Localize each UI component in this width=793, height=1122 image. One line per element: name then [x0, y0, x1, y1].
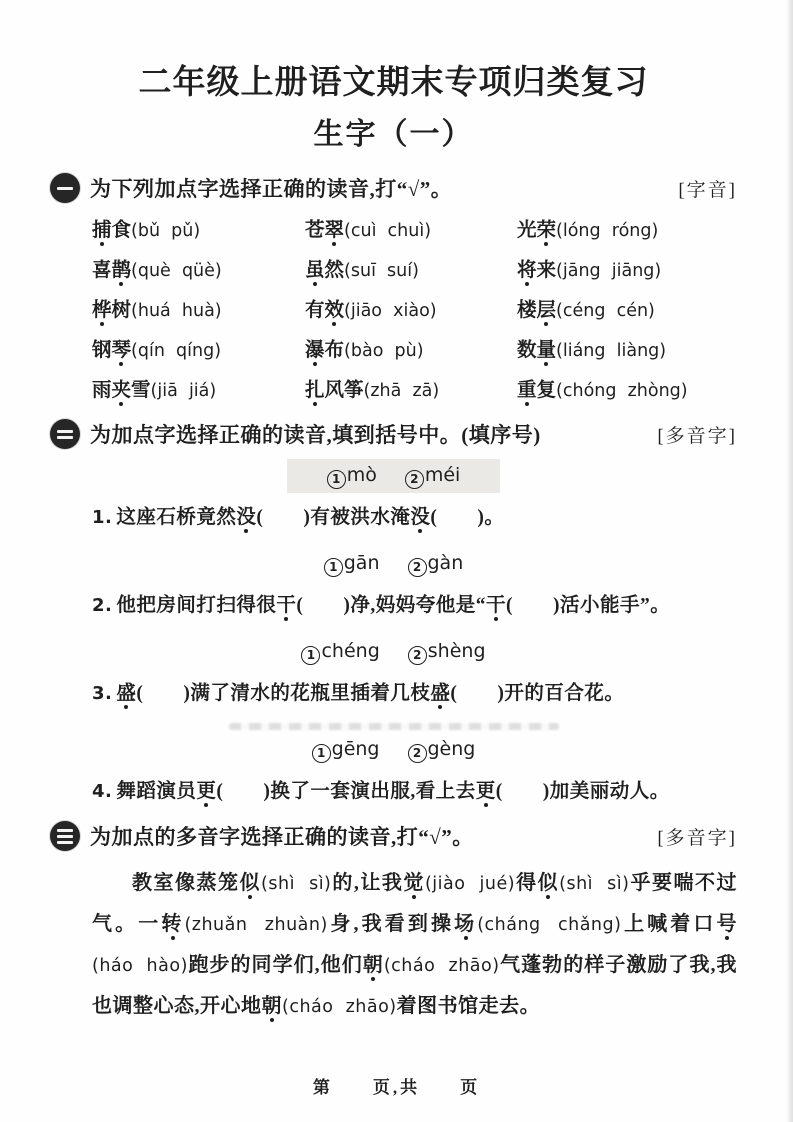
pinyin: (jiào jué) [424, 874, 516, 894]
dotted-char: 翠 [324, 220, 345, 241]
pinyin-option [408, 738, 476, 760]
pinyin: (què qüè) [131, 261, 222, 281]
text-run: 树 [111, 300, 132, 321]
text-run: 跑步的同学们,他们 [187, 954, 363, 976]
word-item [517, 371, 737, 411]
page-footer: 第 页,共 页 [312, 1078, 481, 1097]
dotted-char: 盛 [430, 683, 451, 704]
pinyin: (jāng jiāng) [556, 261, 662, 281]
pinyin: (céng cén) [556, 301, 655, 321]
text-run: 苍 [305, 220, 325, 241]
text-run: 教室像蒸笼 [132, 872, 240, 894]
dotted-char: 干 [486, 595, 507, 616]
dotted-char: 号 [716, 913, 738, 935]
dotted-char: 鹊 [111, 260, 132, 281]
text-run: 上喊着口 [621, 913, 717, 935]
section-3-header [50, 821, 737, 851]
word-item [517, 331, 737, 371]
word-item [517, 251, 737, 291]
passage [92, 863, 737, 1027]
dotted-char: 虽 [305, 260, 325, 281]
dotted-char: 朝 [362, 954, 384, 976]
page-subtitle: 生字（一） [313, 118, 474, 151]
sentence-number: 4. [92, 781, 113, 802]
word-item [92, 251, 305, 291]
text-run: 来 [536, 260, 557, 281]
dotted-char: 似 [537, 872, 560, 894]
text-run: 气蓬勃的样子激励了我,我也调整心态,开心地 [92, 954, 738, 1017]
pinyin-options [284, 547, 504, 581]
pinyin: (chóng zhòng) [556, 381, 688, 401]
text-run: 这座石桥竟然 [116, 507, 237, 528]
word-item [305, 371, 517, 411]
word-item [305, 331, 517, 371]
text-run: ( )开的百合花。 [450, 683, 625, 704]
pinyin: gēng [331, 738, 380, 760]
text-run: 楼 [517, 300, 537, 321]
word-item [305, 251, 517, 291]
sentence-number: 1. [92, 507, 113, 528]
circled-number-icon: 2 [408, 558, 427, 577]
pinyin-option [408, 640, 486, 662]
section-2-tag: [多音字] [657, 425, 737, 447]
word-item [92, 211, 305, 251]
dotted-char: 场 [454, 913, 478, 935]
dotted-char: 层 [536, 300, 557, 321]
dotted-char: 盛 [116, 683, 137, 704]
text-run: 风筝 [324, 380, 364, 401]
section-three-number-icon [50, 821, 80, 851]
dotted-char: 更 [475, 781, 496, 802]
dotted-char: 朝 [261, 995, 282, 1017]
pinyin-option [301, 640, 380, 662]
dotted-char: 将 [517, 260, 537, 281]
pinyin: (suī suí) [344, 261, 419, 281]
pinyin: (huá huà) [131, 301, 222, 321]
dotted-char: 转 [161, 913, 185, 935]
text-run: 复 [536, 380, 557, 401]
pinyin: (liáng liàng) [556, 341, 667, 361]
text-run: ( )换了一套演出服,看上去 [216, 781, 476, 802]
pinyin: (shì sì) [559, 874, 630, 894]
sentence [92, 503, 737, 533]
pinyin-option [405, 464, 461, 486]
word-grid [92, 211, 737, 411]
pinyin-options [287, 459, 501, 493]
text-run: 身,我看到操 [327, 913, 455, 935]
pinyin-option [324, 552, 380, 574]
pinyin: gān [343, 552, 380, 574]
section-1-header [50, 173, 737, 203]
text-run: 乎要喘不过气。一 [92, 872, 738, 935]
circled-number-icon: 2 [405, 470, 424, 489]
pinyin: (cháo zhāo) [282, 997, 397, 1017]
word-item [305, 291, 517, 331]
dotted-char: 瀑 [305, 340, 325, 361]
circled-number-icon: 2 [408, 646, 427, 665]
sentence [92, 679, 737, 709]
pinyin-options-line [50, 635, 737, 669]
text-run: 布 [324, 340, 345, 361]
text-run: ( )加美丽动人。 [495, 781, 670, 802]
pinyin: gèng [427, 738, 476, 760]
text-run: 光 [517, 220, 537, 241]
pinyin: (bǔ pǔ) [131, 221, 201, 241]
word-item [92, 291, 305, 331]
pinyin-option [408, 552, 464, 574]
text-run: 的,让我 [331, 872, 404, 894]
pinyin: (jiāo xiào) [344, 301, 437, 321]
pinyin: (cháng chǎng) [477, 915, 622, 935]
pinyin: méi [424, 464, 461, 486]
dotted-char: 扎 [305, 380, 325, 401]
text-run: 喜 [92, 260, 112, 281]
section-2-header [50, 419, 737, 449]
dotted-char: 没 [410, 507, 431, 528]
text-run: 然 [324, 260, 345, 281]
text-run: ( )有被洪水淹 [256, 507, 411, 528]
circled-number-icon: 1 [327, 470, 346, 489]
section-one-number-icon [50, 173, 80, 203]
dotted-char: 干 [276, 595, 297, 616]
pinyin: chéng [321, 640, 380, 662]
pinyin-options [272, 733, 516, 767]
pinyin: (háo hào) [92, 956, 188, 976]
dotted-char: 似 [239, 872, 262, 894]
pinyin-options-line [50, 723, 737, 767]
text-run: 食 [111, 220, 132, 241]
pinyin: (zhā zā) [363, 381, 440, 401]
word-item [517, 291, 737, 331]
pinyin: (qín qíng) [131, 341, 222, 361]
pinyin: gàn [427, 552, 464, 574]
text-run: 雨 [92, 380, 112, 401]
text-run: ( )。 [430, 507, 505, 528]
section-1-heading: 为下列加点字选择正确的读音,打“√”。 [90, 177, 453, 201]
word-item [305, 211, 517, 251]
text-run: ( )活小能手”。 [506, 595, 671, 616]
text-run: 有 [305, 300, 325, 321]
word-item [92, 331, 305, 371]
pinyin-options-line [50, 547, 737, 581]
pinyin: (bào pù) [344, 341, 424, 361]
pinyin: mò [346, 464, 377, 486]
pinyin-options-line [50, 459, 737, 493]
text-run: 着图书馆走去。 [396, 995, 541, 1017]
dotted-char: 桦 [92, 300, 112, 321]
text-run: ( )满了清水的花瓶里插着几枝 [136, 683, 431, 704]
text-run: ( )净,妈妈夸他是“ [296, 595, 487, 616]
dotted-char: 觉 [403, 872, 425, 894]
circled-number-icon: 2 [408, 744, 427, 763]
dotted-char: 重 [517, 380, 537, 401]
text-run: 舞蹈演员 [116, 781, 197, 802]
section2-groups [50, 459, 737, 807]
text-run: 雪 [131, 380, 151, 401]
pinyin-options [261, 635, 525, 669]
sentence [92, 591, 737, 621]
pinyin: (jiā jiá) [150, 381, 217, 401]
section-3-tag: [多音字] [657, 827, 737, 849]
sentence-number: 3. [92, 683, 113, 704]
pinyin: (zhuǎn zhuàn) [184, 915, 328, 935]
circled-number-icon: 1 [301, 646, 320, 665]
text-run: 数 [517, 340, 537, 361]
dotted-char: 夹 [111, 380, 132, 401]
pinyin-option [312, 738, 380, 760]
circled-number-icon: 1 [312, 744, 331, 763]
dotted-char: 量 [536, 340, 557, 361]
section-two-number-icon [50, 419, 80, 449]
pinyin: (shì sì) [261, 874, 332, 894]
page-title: 二年级上册语文期末专项归类复习 [138, 65, 649, 101]
circled-number-icon: 1 [324, 558, 343, 577]
pinyin-option [327, 464, 377, 486]
dotted-char: 没 [236, 507, 257, 528]
sentence [92, 777, 737, 807]
text-run: 他把房间打扫得很 [116, 595, 277, 616]
text-run: 得 [515, 872, 538, 894]
dotted-char: 琴 [111, 340, 132, 361]
pinyin: (lóng róng) [556, 221, 659, 241]
sentence-number: 2. [92, 595, 113, 616]
pinyin: (cháo zhāo) [383, 956, 500, 976]
pinyin: (cuì chuì) [344, 221, 432, 241]
word-item [517, 211, 737, 251]
pinyin: shèng [427, 640, 486, 662]
section-2-heading: 为加点字选择正确的读音,填到括号中。(填序号) [90, 423, 541, 447]
section-1-tag: [字音] [678, 179, 737, 201]
word-item [92, 371, 305, 411]
dotted-char: 更 [196, 781, 217, 802]
section-3-heading: 为加点的多音字选择正确的读音,打“√”。 [90, 825, 474, 849]
dotted-char: 捕 [92, 220, 112, 241]
text-run: 钢 [92, 340, 112, 361]
dotted-char: 效 [324, 300, 345, 321]
dotted-char: 荣 [536, 220, 557, 241]
